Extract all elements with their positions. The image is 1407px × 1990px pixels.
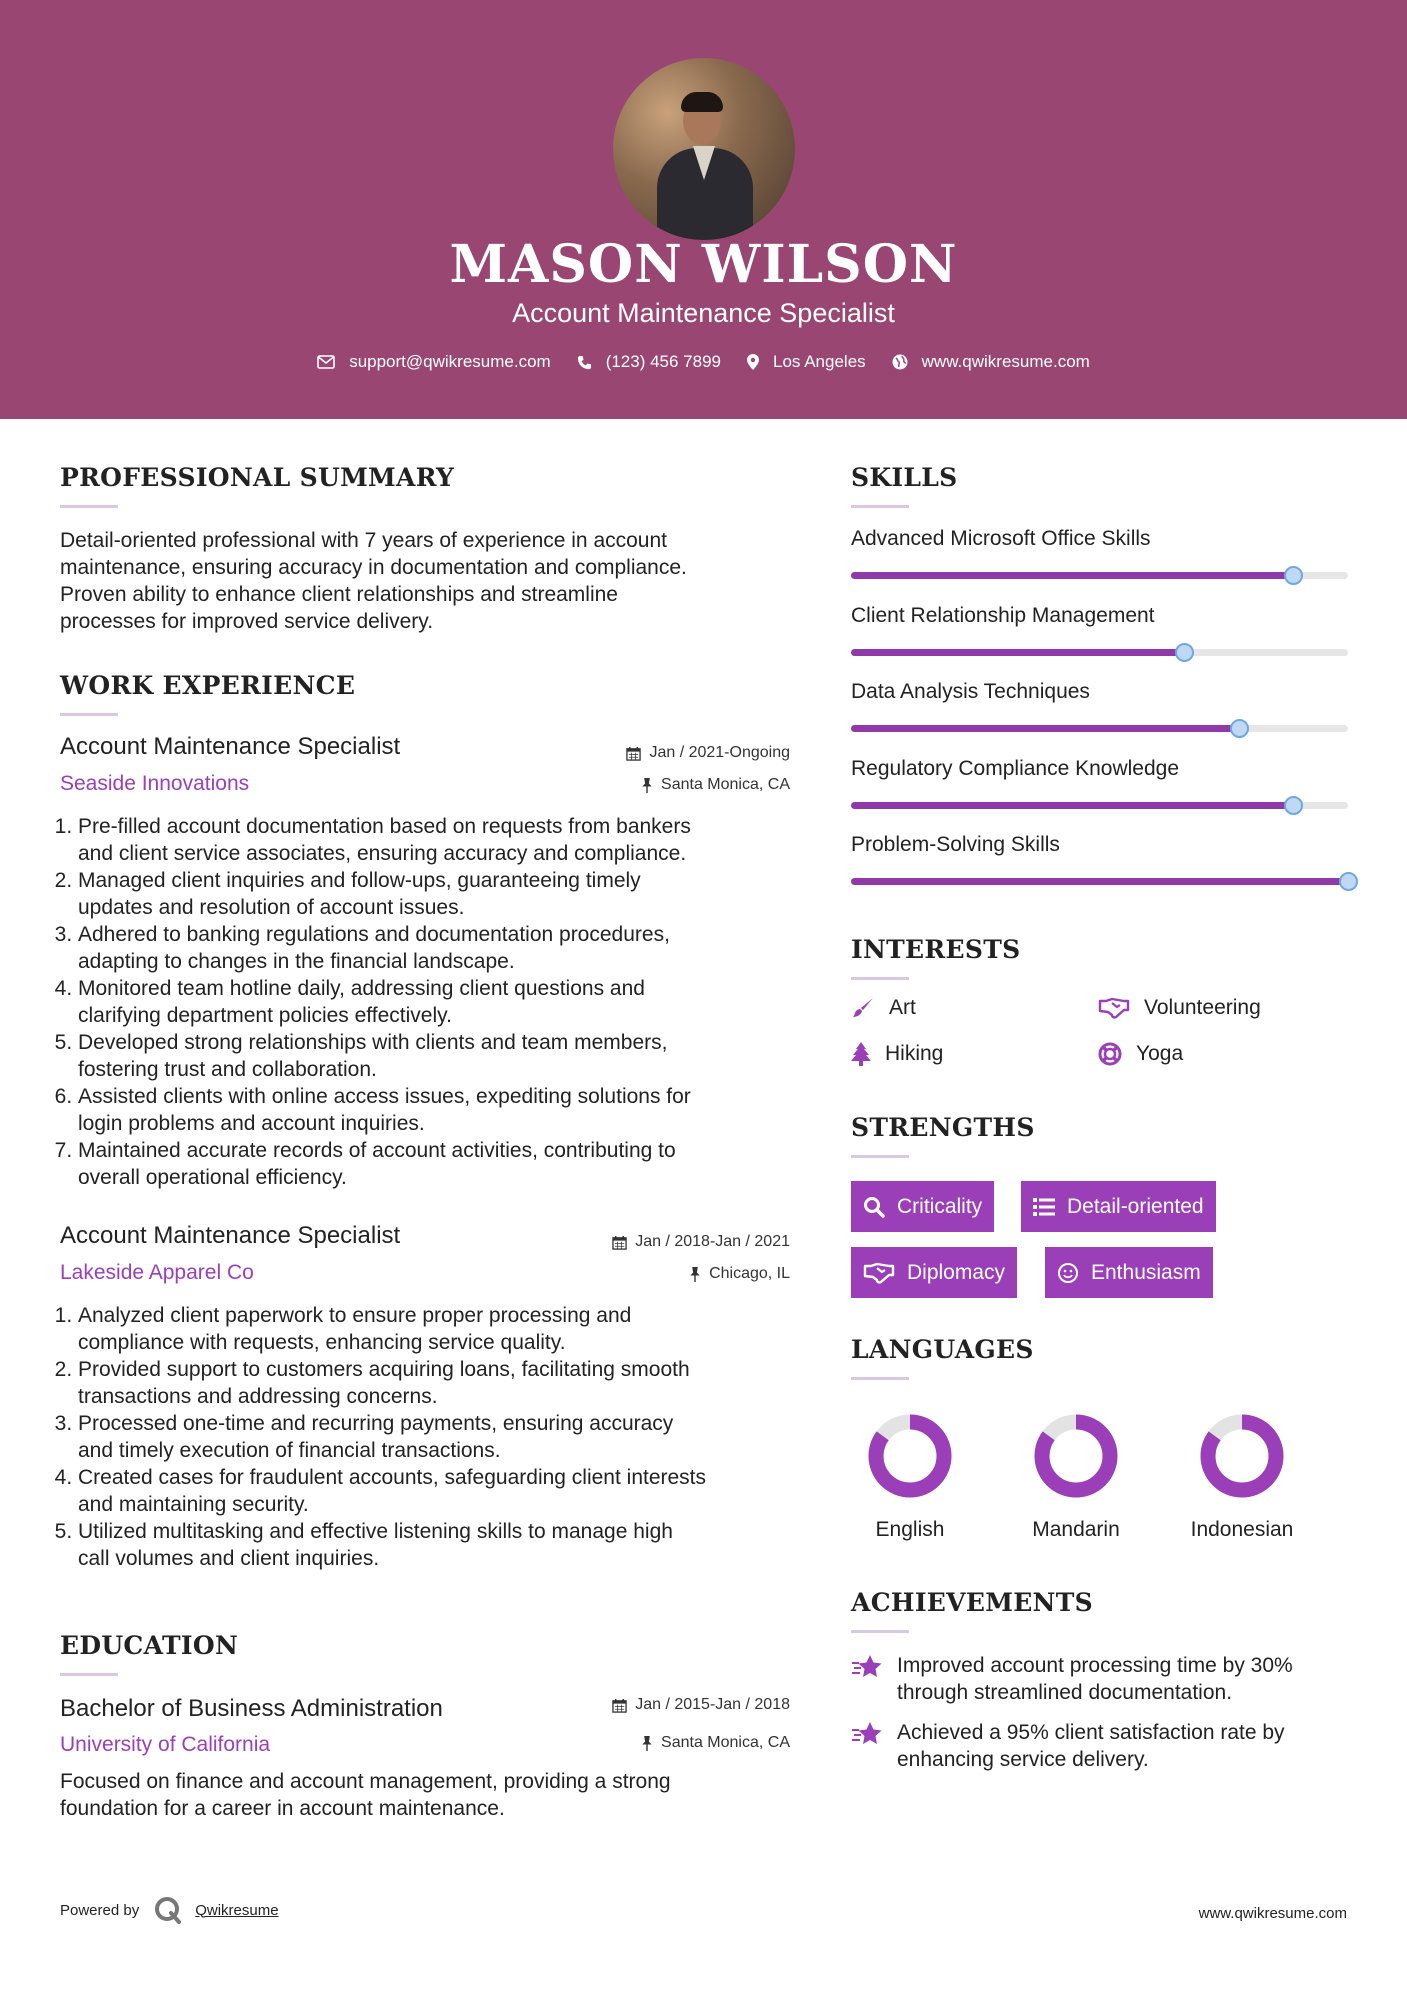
job-bullet: 5. Utilized multitasking and effective listening skills to manage high call volumes and client inquiries.: [78, 1518, 800, 1572]
calendar-icon: [626, 746, 641, 761]
profile-photo: [613, 58, 795, 240]
resume-header: [0, 0, 1407, 419]
search-icon: [863, 1196, 885, 1218]
skill-label: Advanced Microsoft Office Skills: [851, 527, 1151, 550]
map-marker-icon: [747, 354, 759, 370]
language-donut: [1199, 1413, 1285, 1499]
job-dates: [540, 1233, 790, 1251]
contact-phone[interactable]: [577, 352, 721, 372]
tree-icon: [851, 1042, 871, 1066]
job-dates-text: Jan / 2021-Ongoing: [649, 744, 790, 761]
interest-label: Hiking: [885, 1042, 944, 1065]
education-line: Focused on finance and account management, providing a strong: [60, 1770, 671, 1793]
education-dates-text: Jan / 2015-Jan / 2018: [635, 1696, 790, 1713]
skill-bar-fill: [851, 572, 1293, 579]
calendar-icon: [612, 1698, 627, 1713]
job-bullet: 4. Created cases for fraudulent accounts, safeguarding client interests and maintaining security.: [78, 1464, 800, 1518]
achievement-text: Improved account processing time by 30% through streamlined documentation.: [897, 1654, 1293, 1704]
job-title: Account Maintenance Specialist: [60, 733, 401, 760]
candidate-role: Account Maintenance Specialist: [512, 298, 895, 328]
education-description: [60, 1768, 671, 1822]
strength-badge: [851, 1247, 1017, 1298]
achievement-item: [851, 1652, 1371, 1706]
job-company: Seaside Innovations: [60, 772, 250, 795]
skill-bar-handle: [1284, 796, 1303, 815]
contact-location: [747, 352, 866, 372]
summary-heading: PROFESSIONAL SUMMARY: [60, 463, 455, 492]
languages-heading: LANGUAGES: [851, 1335, 1034, 1364]
interest-label: Art: [889, 996, 916, 1019]
contact-phone-text: (123) 456 7899: [605, 352, 722, 371]
education-location: [540, 1734, 790, 1752]
contact-bar: [0, 352, 1407, 372]
education-dates: [540, 1696, 790, 1714]
summary-line: Proven ability to enhance client relationships and streamline: [60, 583, 618, 606]
skill-label: Problem-Solving Skills: [851, 833, 1060, 856]
strength-label: Enthusiasm: [1091, 1260, 1201, 1284]
contact-email-text: support@qwikresume.com: [349, 352, 551, 371]
summary-text: [60, 527, 687, 635]
skill-bar-fill: [851, 802, 1293, 809]
interest-label: Volunteering: [1144, 996, 1261, 1019]
skill-bar: [851, 725, 1348, 732]
list-icon: [1033, 1198, 1055, 1216]
pushpin-icon: [641, 1736, 653, 1751]
footer-powered-by: [60, 1895, 279, 1925]
summary-line: Detail-oriented professional with 7 years of experience in account: [60, 529, 668, 552]
strength-badge: [1045, 1247, 1213, 1298]
skill-label: Client Relationship Management: [851, 603, 1155, 627]
job-location: [540, 776, 790, 794]
handshake-icon: [1098, 997, 1130, 1019]
footer-website[interactable]: www.qwikresume.com: [1198, 1905, 1347, 1922]
summary-line: maintenance, ensuring accuracy in documentation and compliance.: [60, 556, 687, 579]
calendar-icon: [612, 1235, 627, 1250]
paintbrush-icon: [851, 996, 875, 1020]
skill-bar-fill: [851, 725, 1239, 732]
skill-label: Regulatory Compliance Knowledge: [851, 756, 1180, 780]
interests-heading-rule: [851, 977, 909, 980]
skill-bar-handle: [1175, 643, 1194, 662]
language-donut: [1033, 1413, 1119, 1499]
language-donut: [867, 1413, 953, 1499]
job-dates: [540, 744, 790, 762]
strength-label: Criticality: [897, 1194, 983, 1218]
strengths-heading-rule: [851, 1155, 909, 1158]
interests-heading: INTERESTS: [851, 935, 1021, 964]
globe-icon: [892, 354, 908, 370]
job-bullet-list: [60, 1302, 800, 1572]
job-bullet: 6. Assisted clients with online access issues, expediting solutions for login problems and account inquiries.: [78, 1083, 800, 1137]
powered-by-text: Powered by: [60, 1901, 140, 1919]
strength-badge: [851, 1181, 994, 1232]
job-bullet: 7. Maintained accurate records of account activities, contributing to overall operational efficiency.: [78, 1137, 800, 1191]
job-location: [540, 1265, 790, 1283]
skill-label: Data Analysis Techniques: [851, 680, 1090, 703]
skill-bar: [851, 802, 1348, 809]
language-item: [1006, 1413, 1146, 1542]
language-label: Indonesian: [1190, 1518, 1294, 1541]
job-bullet: 2. Managed client inquiries and follow-ups, guaranteeing timely updates and resolution of account issues.: [78, 867, 800, 921]
experience-heading-rule: [60, 713, 118, 716]
candidate-name: MASON WILSON: [449, 234, 958, 295]
skill-bar: [851, 572, 1348, 579]
skills-heading-rule: [851, 505, 909, 508]
phone-icon: [577, 355, 592, 370]
job-bullet: 1. Pre-filled account documentation based on requests from bankers and client service associates, ensuring accuracy and compliance.: [78, 813, 800, 867]
education-location-text: Santa Monica, CA: [661, 1734, 790, 1751]
education-school: University of California: [60, 1733, 271, 1756]
education-heading: EDUCATION: [60, 1631, 239, 1660]
contact-email[interactable]: [317, 352, 551, 372]
contact-location-text: Los Angeles: [773, 352, 866, 371]
star-icon: [851, 1654, 883, 1680]
language-label: Mandarin: [1032, 1518, 1120, 1541]
experience-heading: WORK EXPERIENCE: [60, 671, 356, 700]
interest-item: [851, 996, 916, 1020]
achievements-heading: ACHIEVEMENTS: [851, 1588, 1093, 1617]
job-bullet: 3. Adhered to banking regulations and documentation procedures, adapting to changes in the financial landscape.: [78, 921, 800, 975]
job-bullet: 2. Provided support to customers acquiring loans, facilitating smooth transactions and addressing concerns.: [78, 1356, 800, 1410]
job-bullet-list: [60, 813, 800, 1191]
skill-bar-handle: [1230, 719, 1249, 738]
job-title: Account Maintenance Specialist: [60, 1222, 401, 1249]
language-label: English: [875, 1518, 945, 1541]
job-location-text: Chicago, IL: [709, 1265, 790, 1282]
achievement-text: Achieved a 95% client satisfaction rate by enhancing service delivery.: [897, 1721, 1285, 1771]
strengths-heading: STRENGTHS: [851, 1113, 1035, 1142]
achievement-item: [851, 1719, 1371, 1773]
languages-heading-rule: [851, 1377, 909, 1380]
skill-bar-handle: [1339, 872, 1358, 891]
job-location-text: Santa Monica, CA: [661, 776, 790, 793]
strength-label: Diplomacy: [907, 1260, 1006, 1284]
education-degree: Bachelor of Business Administration: [60, 1695, 443, 1722]
language-item: [1172, 1413, 1312, 1542]
qwikresume-logo-icon: [153, 1895, 183, 1925]
strength-label: Detail-oriented: [1067, 1194, 1204, 1218]
contact-website[interactable]: [892, 352, 1090, 372]
lifering-icon: [1098, 1042, 1122, 1066]
contact-website-text: www.qwikresume.com: [921, 352, 1090, 371]
skills-heading: SKILLS: [851, 463, 958, 492]
education-line: foundation for a career in account maintenance.: [60, 1797, 505, 1820]
job-company: Lakeside Apparel Co: [60, 1261, 254, 1284]
language-item: [840, 1413, 980, 1542]
handshake-icon: [863, 1262, 895, 1284]
job-bullet: 4. Monitored team hotline daily, addressing client questions and clarifying department policies effectively.: [78, 975, 800, 1029]
skill-bar: [851, 878, 1348, 885]
summary-heading-rule: [60, 505, 118, 508]
qwikresume-link[interactable]: Qwikresume: [195, 1901, 279, 1919]
strength-badge: [1021, 1181, 1216, 1232]
interest-item: [1098, 1042, 1183, 1066]
skill-bar-fill: [851, 649, 1184, 656]
star-icon: [851, 1721, 883, 1747]
envelope-icon: [317, 355, 335, 369]
smile-icon: [1057, 1262, 1079, 1284]
job-bullet: 3. Processed one-time and recurring payments, ensuring accuracy and timely execution of financial transactions.: [78, 1410, 800, 1464]
pushpin-icon: [641, 778, 653, 793]
summary-line: processes for improved service delivery.: [60, 610, 434, 633]
job-bullet: 1. Analyzed client paperwork to ensure proper processing and compliance with requests, enhancing service quality.: [78, 1302, 800, 1356]
interest-item: [1098, 996, 1261, 1020]
interest-item: [851, 1042, 943, 1066]
skill-bar-handle: [1284, 566, 1303, 585]
achievements-heading-rule: [851, 1630, 909, 1633]
interest-label: Yoga: [1136, 1042, 1184, 1065]
job-dates-text: Jan / 2018-Jan / 2021: [635, 1233, 790, 1250]
skill-bar-fill: [851, 878, 1348, 885]
skill-bar: [851, 649, 1348, 656]
job-bullet: 5. Developed strong relationships with clients and team members, fostering trust and collaboration.: [78, 1029, 800, 1083]
pushpin-icon: [689, 1267, 701, 1282]
education-heading-rule: [60, 1673, 118, 1676]
